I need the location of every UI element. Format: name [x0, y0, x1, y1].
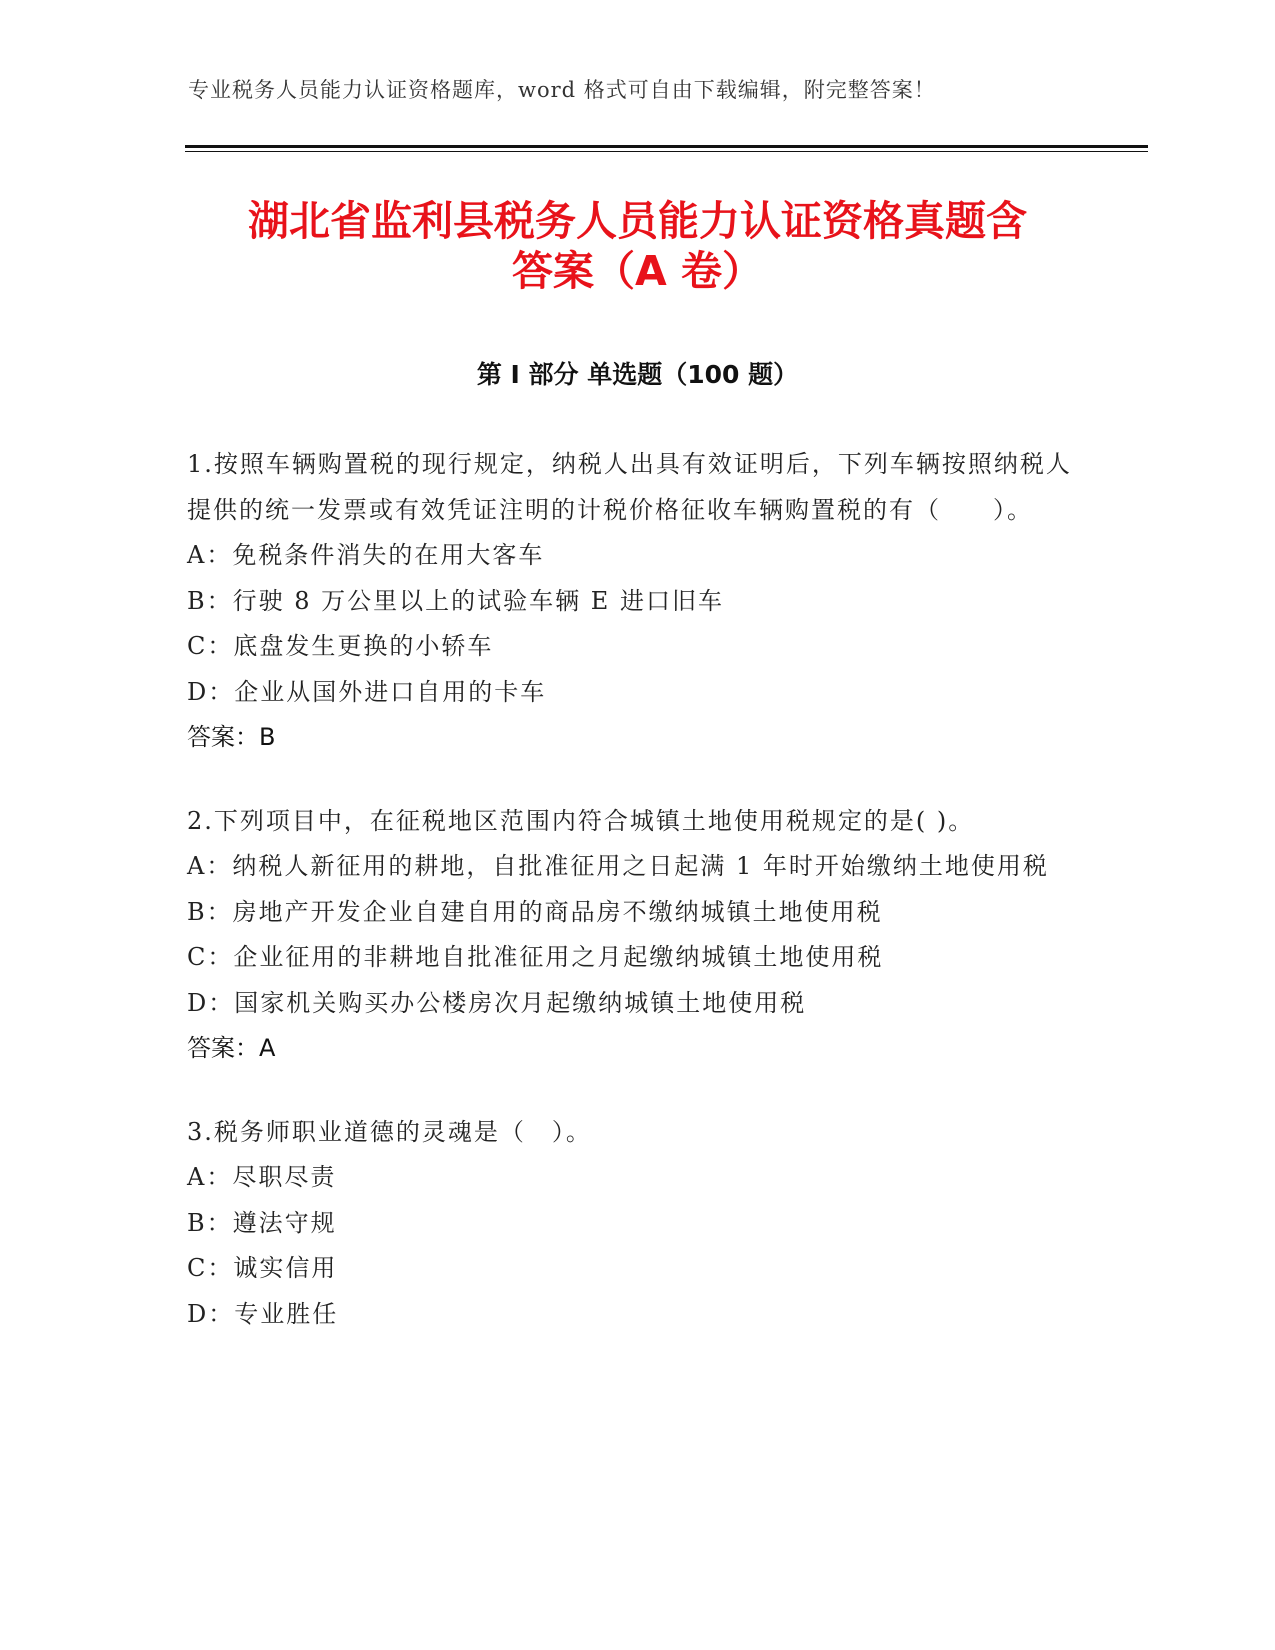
- option-d: D：企业从国外进口自用的卡车: [187, 677, 547, 706]
- option-c: C：诚实信用: [187, 1254, 338, 1282]
- option-b: B：行驶 8 万公里以上的试验车辆 E 进口旧车: [187, 586, 724, 615]
- section-title: 第 I 部分 单选题（100 题）: [476, 360, 799, 389]
- option-b: B：遵法守规: [187, 1208, 337, 1237]
- option-a: A：尽职尽责: [187, 1163, 337, 1191]
- option-a: A：纳税人新征用的耕地，自批准征用之日起满 1 年时开始缴纳土地使用税: [187, 852, 1049, 880]
- answer-line: 答案：B: [187, 723, 276, 751]
- option-d: D：专业胜任: [187, 1299, 339, 1328]
- header-rule-thin: [185, 151, 1148, 152]
- header-note: 专业税务人员能力认证资格题库，word 格式可自由下载编辑，附完整答案！: [188, 78, 936, 102]
- document-title-line2: 答案（A 卷）: [511, 247, 763, 295]
- question-2: [187, 799, 1087, 1072]
- question-stem: 2.下列项目中，在征税地区范围内符合城镇土地使用税规定的是( )。: [187, 806, 975, 835]
- document-title: [150, 196, 1125, 296]
- option-b: B：房地产开发企业自建自用的商品房不缴纳城镇土地使用税: [187, 897, 883, 926]
- question-stem: 3.税务师职业道德的灵魂是（ ）。: [187, 1117, 592, 1146]
- option-a: A：免税条件消失的在用大客车: [187, 541, 545, 569]
- option-c: C：底盘发生更换的小轿车: [187, 632, 494, 660]
- question-1: [187, 442, 1087, 761]
- document-title-line1: 湖北省监利县税务人员能力认证资格真题含: [248, 197, 1027, 245]
- question-stem: 1.按照车辆购置税的现行规定，纳税人出具有效证明后，下列车辆按照纳税人提供的统一发票或有效凭证注明的计税价格征收车辆购置税的有（ ）。: [187, 450, 1072, 524]
- option-d: D：国家机关购买办公楼房次月起缴纳城镇土地使用税: [187, 988, 807, 1017]
- question-list: [187, 442, 1087, 1375]
- header-rule-thick: [185, 145, 1148, 148]
- question-3: [187, 1110, 1087, 1338]
- option-c: C：企业征用的非耕地自批准征用之月起缴纳城镇土地使用税: [187, 943, 884, 971]
- answer-line: 答案：A: [187, 1034, 276, 1062]
